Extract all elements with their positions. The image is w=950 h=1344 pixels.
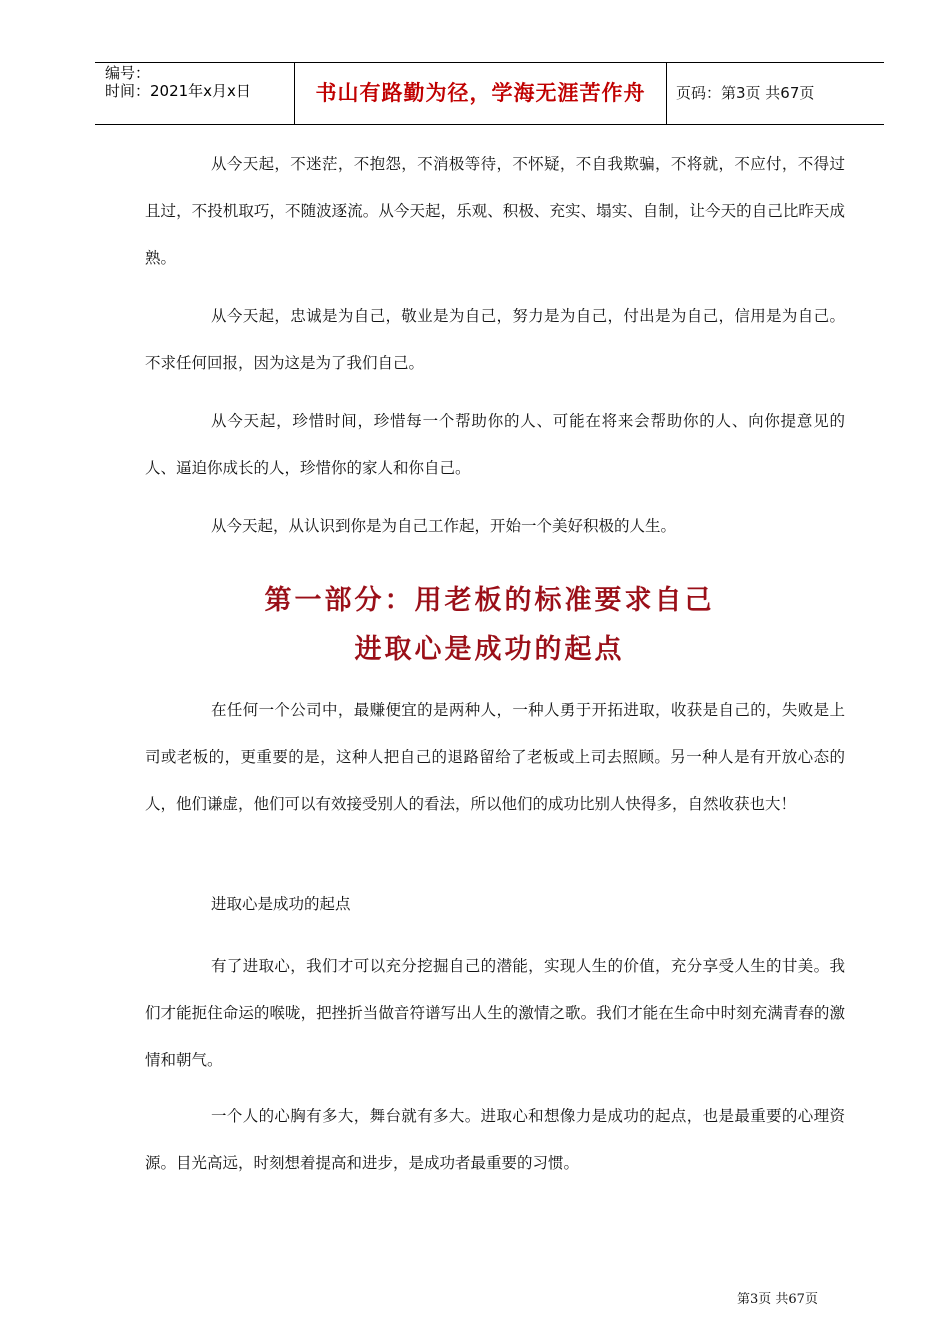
body-paragraph-1: 在任何一个公司中，最赚便宜的是两种人，一种人勇于开拓进取，收获是自己的，失败是上司或老板的，更重要的是，这种人把自己的退路留给了老板或上司去照顾。另一种人是有开放心态的人，他们谦虚，他们可以有效接受别人的看法，所以他们的成功比别人快得多，自然收获也大！ (145, 701, 845, 813)
header-page-number: 页码：第3页 共67页 (676, 84, 815, 102)
intro-paragraph-1: 从今天起，不迷茫，不抱怨，不消极等待，不怀疑，不自我欺骗，不将就，不应付，不得过且过，不投机取巧，不随波逐流。从今天起，乐观、积极、充实、塌实、自制，让今天的自己比昨天成熟。 (145, 155, 845, 267)
intro-paragraph-2: 从今天起，忠诚是为自己，敬业是为自己，努力是为自己，付出是为自己，信用是为自己。不求任何回报，因为这是为了我们自己。 (145, 307, 845, 372)
page-header (95, 62, 884, 125)
section-title: 进取心是成功的起点 (354, 634, 625, 665)
document-number-label: 编号： (105, 64, 151, 82)
header-meta-cell (95, 63, 295, 124)
part-title: 第一部分：用老板的标准要求自己 (264, 585, 715, 616)
header-motto: 书山有路勤为径，学海无涯苦作舟 (315, 81, 646, 105)
header-motto-cell (295, 63, 667, 124)
intro-paragraph-3: 从今天起，珍惜时间，珍惜每一个帮助你的人、可能在将来会帮助你的人、向你提意见的人、逼迫你成长的人，珍惜你的家人和你自己。 (145, 412, 845, 477)
body-paragraph-3: 一个人的心胸有多大，舞台就有多大。进取心和想像力是成功的起点，也是最重要的心理资源。目光高远，时刻想着提高和进步，是成功者最重要的习惯。 (145, 1107, 845, 1172)
document-time-label: 时间：2021年x月x日 (105, 82, 251, 100)
header-page-cell (667, 63, 884, 124)
subheading: 进取心是成功的起点 (211, 895, 351, 913)
footer-page-number: 第3页 共67页 (737, 1292, 818, 1307)
intro-paragraph-4: 从今天起，从认识到你是为自己工作起，开始一个美好积极的人生。 (211, 517, 677, 535)
body-paragraph-2: 有了进取心，我们才可以充分挖掘自己的潜能，实现人生的价值，充分享受人生的甘美。我们才能扼住命运的喉咙，把挫折当做音符谱写出人生的激情之歌。我们才能在生命中时刻充满青春的激情和朝气。 (145, 957, 845, 1069)
